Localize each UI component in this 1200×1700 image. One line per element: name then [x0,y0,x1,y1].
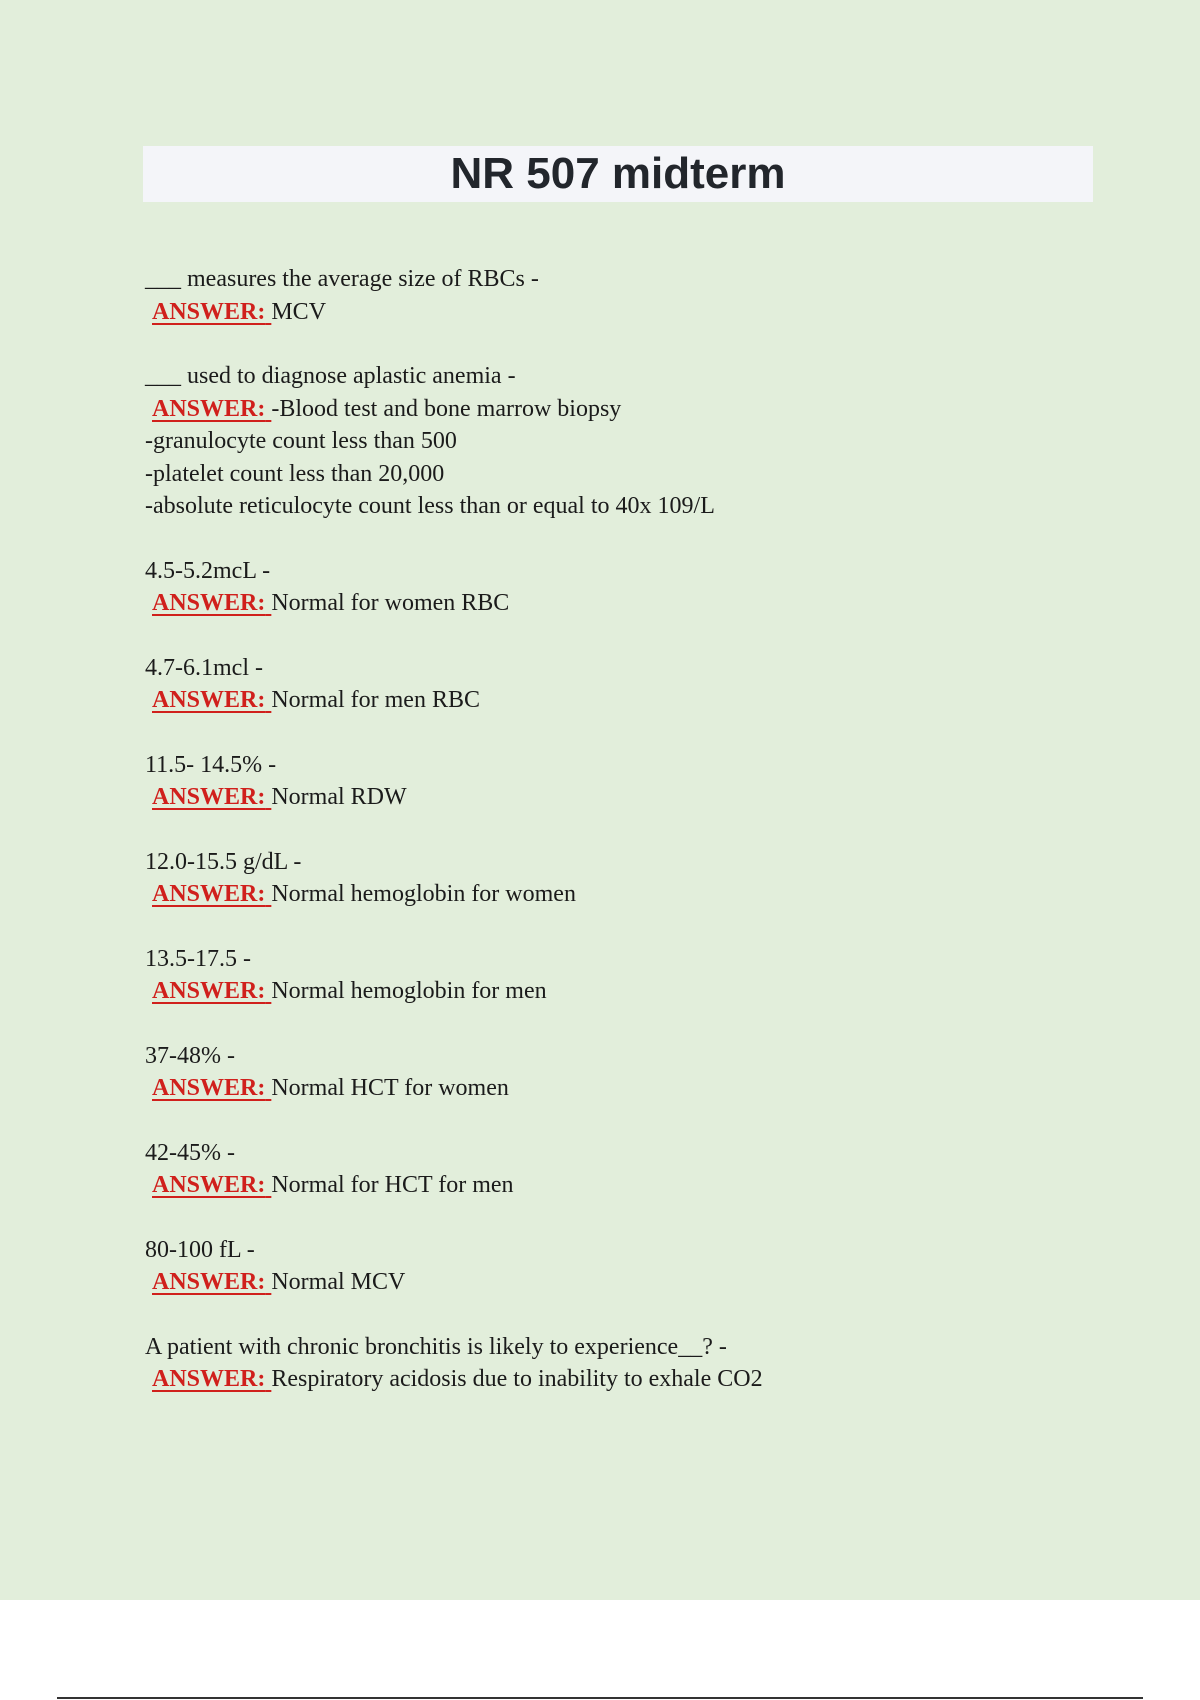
answer-label: ANSWER: [152,687,266,713]
footer-divider [57,1697,1143,1699]
question-text: 12.0-15.5 g/dL - [145,848,302,875]
qa-item [145,652,1105,717]
answer-text: Normal MCV [271,1269,406,1295]
answer-label: ANSWER: [152,590,266,616]
answer-label: ANSWER: [152,881,266,907]
answer-line [145,1169,1105,1202]
answer-text: Normal for HCT for men [271,1172,514,1198]
answer-line [145,296,1105,329]
answer-text: Normal RDW [271,784,407,810]
answer-text: Respiratory acidosis due to inability to exhale CO2 [271,1366,763,1392]
page-title: NR 507 midterm [450,149,786,198]
question-text: 42-45% - [145,1139,235,1166]
answer-text: Normal hemoglobin for women [271,881,576,907]
qa-item [145,1137,1105,1202]
answer-text: Normal hemoglobin for men [271,978,547,1004]
answer-detail-line: -granulocyte count less than 500 [145,428,457,454]
question-text: 4.7-6.1mcl - [145,654,263,681]
answer-label: ANSWER: [152,978,266,1004]
question-text: ___ used to diagnose aplastic anemia - [145,363,516,389]
answer-text: Normal for men RBC [271,687,480,713]
qa-item [145,943,1105,1008]
answer-line [145,975,1105,1008]
question-text: A patient with chronic bronchitis is likely to experience__? - [145,1333,727,1360]
question-text: 13.5-17.5 - [145,945,251,972]
answer-text: Normal for women RBC [271,590,510,616]
answer-label: ANSWER: [152,1075,266,1101]
answer-text: MCV [271,298,327,325]
answer-line [145,587,1105,620]
answer-line [145,781,1105,814]
answer-label: ANSWER: [152,1172,266,1198]
question-text: 4.5-5.2mcL - [145,557,271,584]
answer-text: Normal HCT for women [271,1075,509,1101]
question-text: ___ measures the average size of RBCs - [145,266,539,292]
answer-label: ANSWER: [152,395,266,422]
answer-text: -Blood test and bone marrow biopsy [271,395,622,422]
question-text: 37-48% - [145,1042,235,1069]
answer-label: ANSWER: [152,1269,266,1295]
answer-label: ANSWER: [152,1366,266,1392]
qa-item [145,360,1105,523]
answer-label: ANSWER: [152,298,266,325]
qa-item [145,846,1105,911]
qa-item [145,1040,1105,1105]
question-text: 11.5- 14.5% - [145,751,277,778]
qa-item [145,263,1105,328]
qa-item [145,1234,1105,1299]
answer-line [145,684,1105,717]
answer-line [145,1266,1105,1299]
answer-detail-line: -platelet count less than 20,000 [145,460,445,487]
question-text: 80-100 fL - [145,1236,255,1263]
answer-line [145,1072,1105,1105]
qa-list [145,263,1105,1428]
title-banner [143,146,1093,202]
answer-label: ANSWER: [152,784,266,810]
qa-item [145,749,1105,814]
answer-line [145,1363,1105,1396]
answer-detail-line: -absolute reticulocyte count less than or equal to 40x 109/L [145,493,715,519]
qa-item [145,1331,1105,1396]
qa-item [145,555,1105,620]
answer-line [145,878,1105,911]
answer-line [145,393,1105,426]
